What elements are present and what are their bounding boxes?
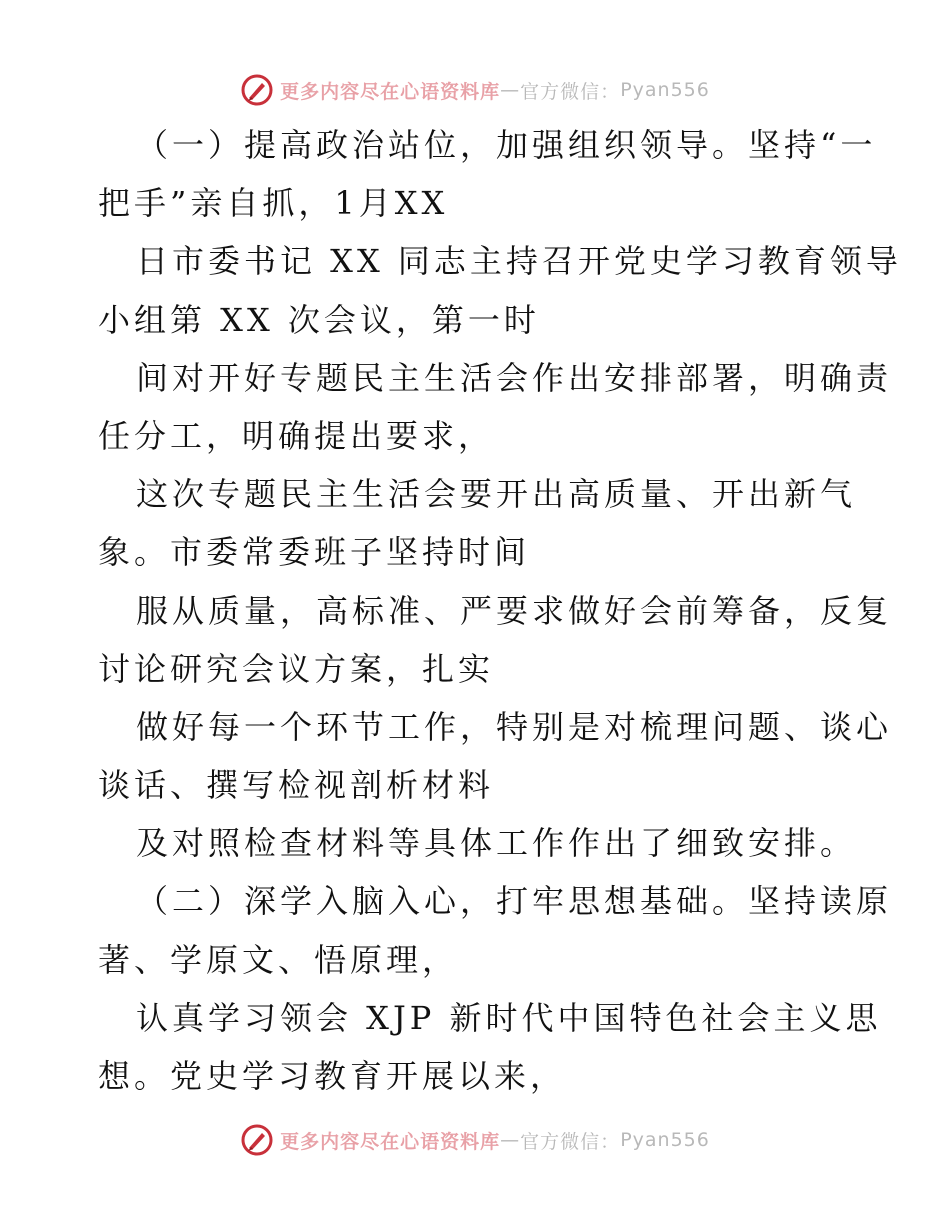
text-line: 象。市委常委班子坚持时间 xyxy=(98,533,531,572)
text-line: 把手”亲自抓，1月XX xyxy=(98,184,449,223)
footer-banner xyxy=(0,1120,950,1160)
text-line: 讨论研究会议方案，扎实 xyxy=(98,649,495,688)
document-body xyxy=(98,116,902,1105)
text-line: 著、学原文、悟原理， xyxy=(98,940,459,979)
text-line: 认真学习领会 XJP 新时代中国特色社会主义思 xyxy=(136,998,882,1037)
footer-official-label: 官方微信： xyxy=(520,1130,621,1153)
text-line: 想。党史学习教育开展以来， xyxy=(98,1057,567,1095)
footer-brand-text: 更多内容尽在心语资料库 xyxy=(280,1130,501,1153)
pen-logo-icon xyxy=(240,73,274,107)
footer-dash: — xyxy=(500,1129,521,1151)
header-official-label: 官方微信： xyxy=(520,80,621,103)
header-dash: — xyxy=(500,79,521,101)
text-line: 这次专题民主生活会要开出高质量、开出新气 xyxy=(136,475,857,514)
header-banner xyxy=(0,70,950,110)
text-line: 做好每一个环节工作，特别是对梳理问题、谈心 xyxy=(136,707,893,746)
footer-wechat-id: Pyan556 xyxy=(620,1129,710,1151)
text-line: 服从质量，高标准、严要求做好会前筹备，反复 xyxy=(136,591,893,630)
text-line: 及对照检查材料等具体工作作出了细致安排。 xyxy=(136,824,857,863)
text-line: （一）提高政治站位，加强组织领导。坚持“一 xyxy=(136,126,877,164)
pen-logo-icon xyxy=(240,1123,274,1157)
text-line: 任分工，明确提出要求， xyxy=(98,416,495,455)
text-line: 间对开好专题民主生活会作出安排部署，明确责 xyxy=(136,358,893,397)
text-line: （二）深学入脑入心，打牢思想基础。坚持读原 xyxy=(136,882,893,921)
header-wechat-id: Pyan556 xyxy=(620,79,710,101)
header-brand-text: 更多内容尽在心语资料库 xyxy=(280,80,501,103)
text-line: 日市委书记 XX 同志主持召开党史学习教育领导 xyxy=(136,242,902,281)
text-line: 小组第 XX 次会议，第一时 xyxy=(98,300,540,339)
text-line: 谈话、撰写检视剖析材料 xyxy=(98,766,495,805)
